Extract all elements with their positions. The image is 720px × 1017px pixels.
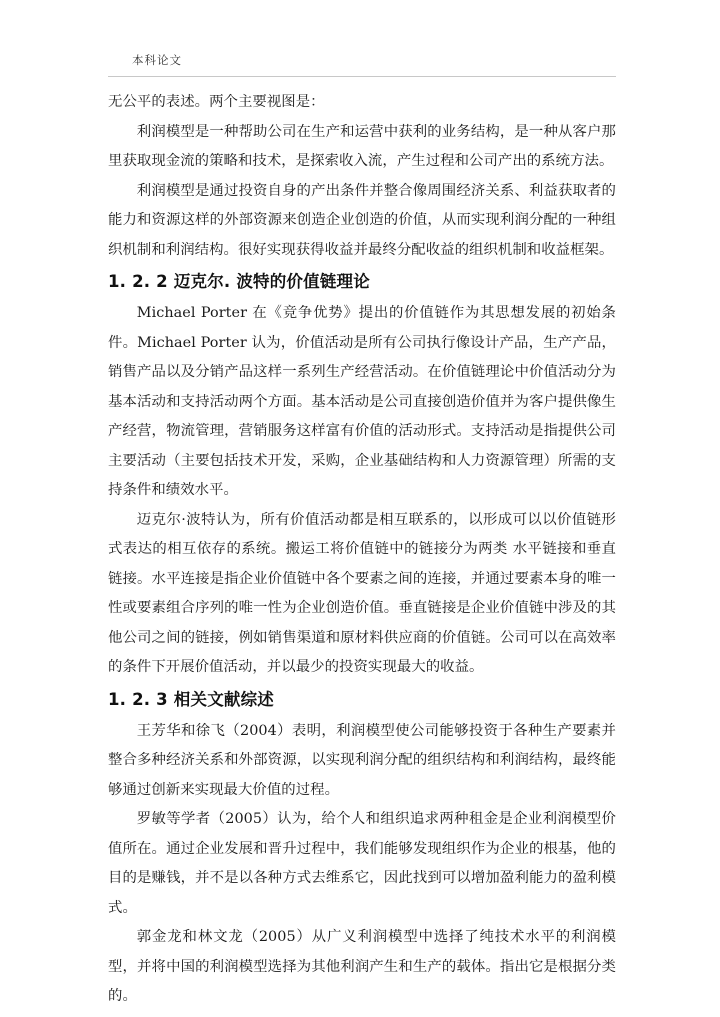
paragraph-continued: 无公平的表述。两个主要视图是：: [108, 94, 325, 110]
section-heading-literature-review: 1. 2. 3 相关文献综述: [108, 689, 275, 709]
paragraph-profit-model-view-2: 利润模型是通过投资自身的产出条件并整合像周围经济关系、利益获取者的能力和资源这样的外部资源来创造企业创造的价值，从而实现利润分配的一种组织机制和利润结构。很好实现获得收益并最终分配收益的组织机制和收益框架。: [108, 182, 616, 258]
paragraph-porter-value-chain: Michael Porter 在《竞争优势》提出的价值链作为其思想发展的初始条件。Michael Porter 认为，价值活动是所有公司执行像设计产品，生产产品，销售产品以及分销产品这样一系列生产经营活动。在价值链理论中价值活动分为基本活动和支持活动两个方面。基本活动是公司直接创造价值并为客户提供像生产经营，物流管理，营销服务这样富有价值的活动形式。支持活动是指提供公司主要活动（主要包括技术开发，采购，企业基础结构和人力资源管理）所需的支持条件和绩效水平。: [108, 305, 616, 498]
header-rule: [108, 76, 616, 77]
body-text: [108, 88, 616, 1012]
running-header: 本科论文: [132, 53, 182, 67]
paragraph-literature-luo-min: 罗敏等学者（2005）认为，给个人和组织追求两种租金是企业利润模型价值所在。通过企业发展和晋升过程中，我们能够发现组织作为企业的根基，他的目的是赚钱，并不是以各种方式去维系它，因此找到可以增加盈利能力的盈利模式。: [108, 811, 616, 916]
paragraph-value-chain-links: 迈克尔·波特认为，所有价值活动都是相互联系的，以形成可以以价值链形式表达的相互依存的系统。搬运工将价值链中的链接分为两类 水平链接和垂直链接。水平连接是指企业价值链中各个要素之间的连接，并通过要素本身的唯一性或要素组合序列的唯一性为企业创造价值。垂直链接是企业价值链中涉及的其他公司之间的链接，例如销售渠道和原材料供应商的价值链。公司可以在高效率的条件下开展价值活动，并以最少的投资实现最大的收益。: [108, 511, 616, 675]
paragraph-profit-model-view-1: 利润模型是一种帮助公司在生产和运营中获利的业务结构，是一种从客户那里获取现金流的策略和技术，是探索收入流，产生过程和公司产出的系统方法。: [108, 123, 616, 169]
paragraph-literature-guo-lin: 郭金龙和林文龙（2005）从广义利润模型中选择了纯技术水平的利润模型，并将中国的利润模型选择为其他利润产生和生产的载体。指出它是根据分类的。: [108, 929, 616, 1004]
section-heading-value-chain: 1. 2. 2 迈克尔. 波特的价值链理论: [108, 272, 370, 291]
paragraph-literature-wang-xu: 王芳华和徐飞（2004）表明，利润模型使公司能够投资于各种生产要素并整合多种经济关系和外部资源，以实现利润分配的组织结构和利润结构，最终能够通过创新来实现最大价值的过程。: [108, 722, 616, 798]
